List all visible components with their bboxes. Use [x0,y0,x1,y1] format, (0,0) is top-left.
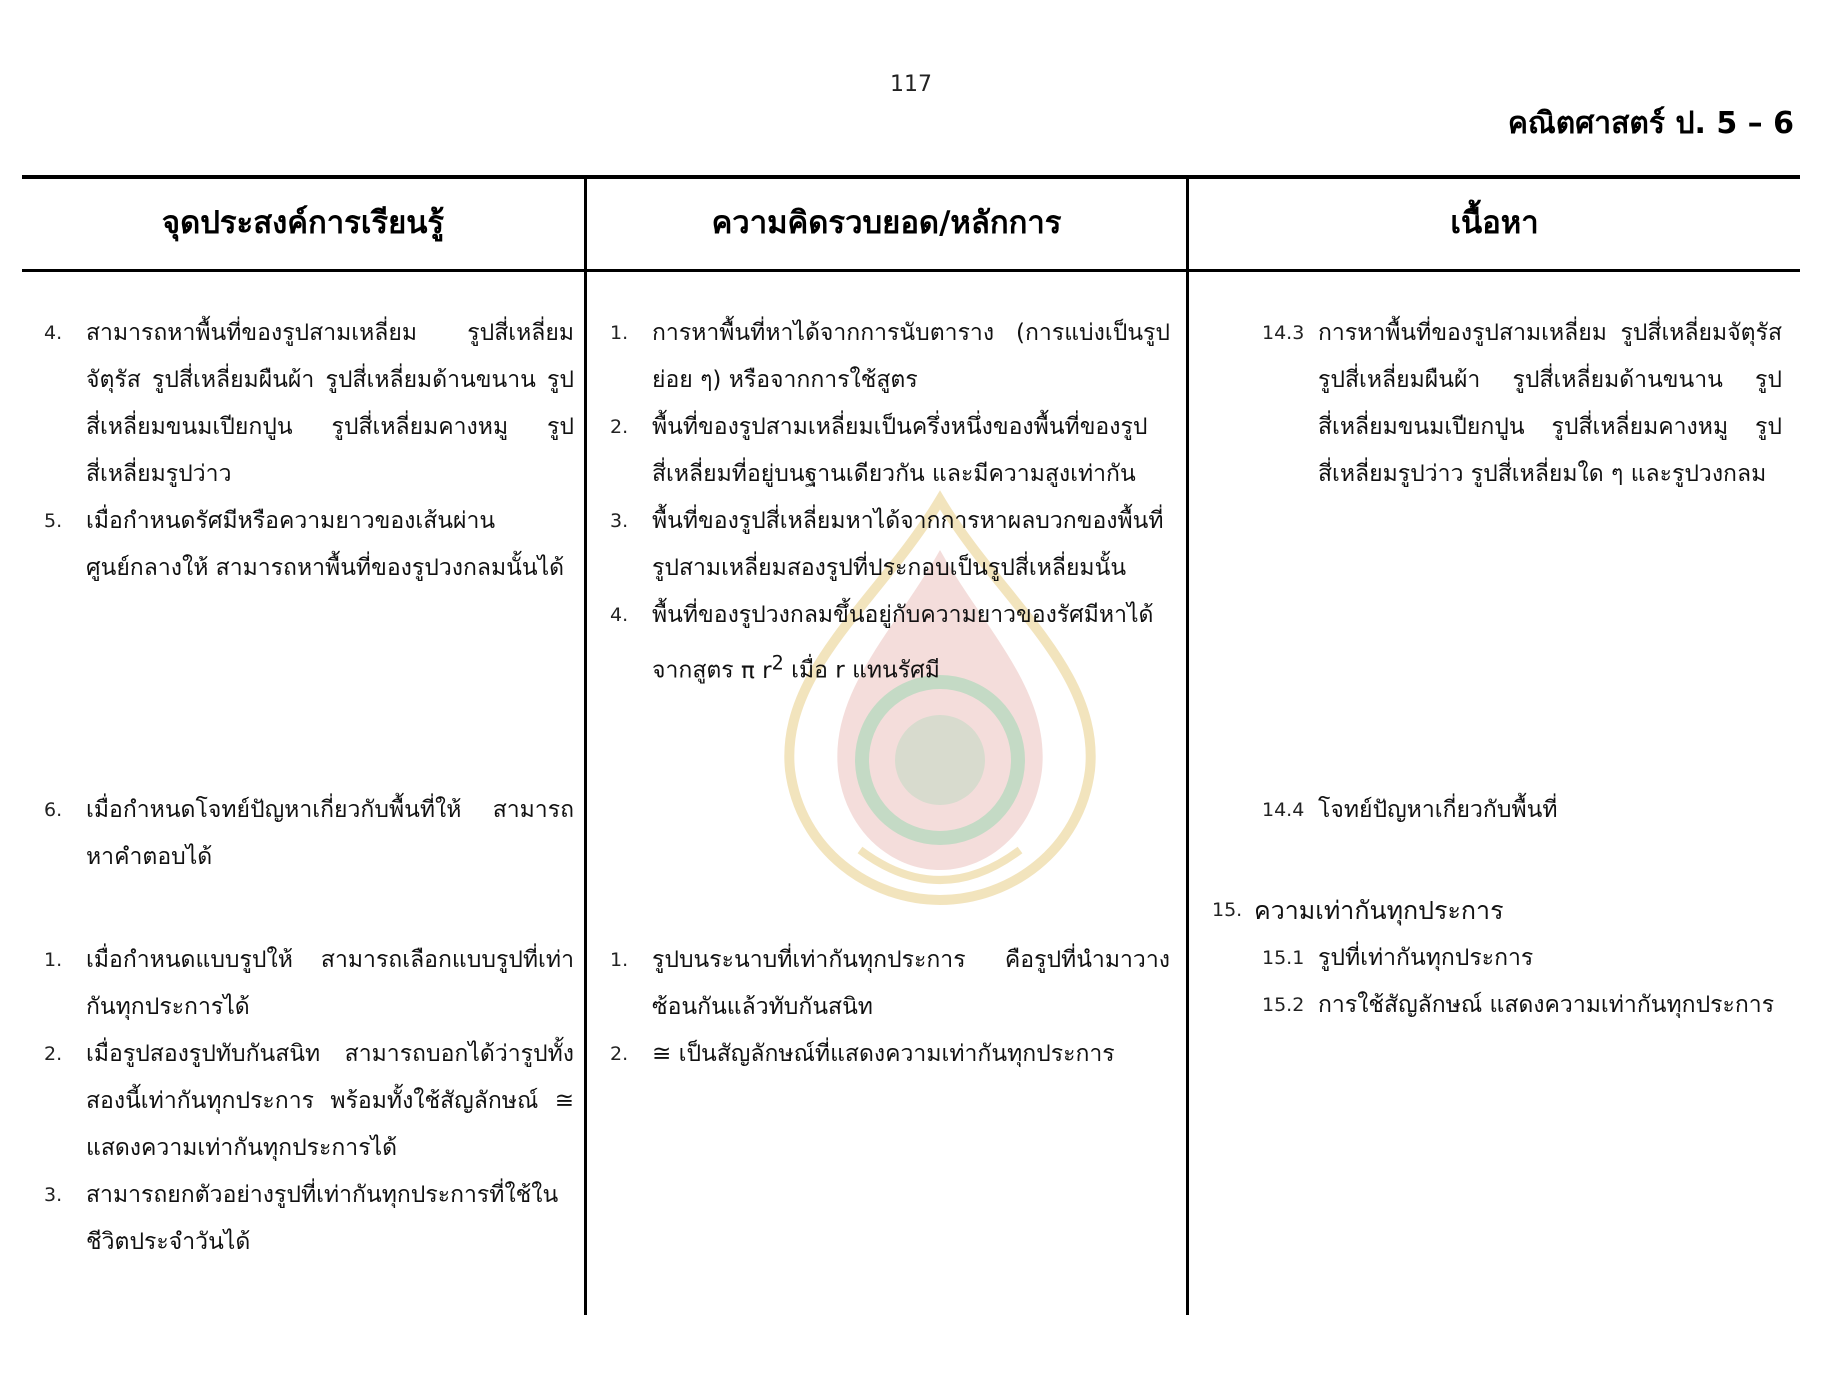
content-item: 14.4 โจทย์ปัญหาเกี่ยวกับพื้นที่ [1262,797,1558,823]
concept-item: 3. พื้นที่ของรูปสี่เหลี่ยมหาได้จากการหาผลบวกของพื้นที่รูปสามเหลี่ยมสองรูปที่ประกอบเป็นรูปสี่เหลี่ยมนั้น [610,508,1164,581]
content-block-problems [1262,787,1782,834]
objective-item: 2. เมื่อรูปสองรูปทับกันสนิท สามารถบอกได้ว่ารูปทั้งสองนี้เท่ากันทุกประการ พร้อมทั้งใช้สัญลักษณ์ ≅ แสดงความเท่ากันทุกประการได้ [44,1041,574,1161]
content-item: 15.2 การใช้สัญลักษณ์ แสดงความเท่ากันทุกประการ [1262,992,1775,1018]
content-block-congruence-items [1262,935,1782,1029]
header-content: เนื้อหา [1450,205,1539,241]
curriculum-table [22,175,1800,1315]
objective-item: 6. เมื่อกำหนดโจทย์ปัญหาเกี่ยวกับพื้นที่ให้ สามารถหาคำตอบได้ [44,797,574,870]
objectives-block-geometry [44,937,574,1266]
concept-item: 2. ≅ เป็นสัญลักษณ์ที่แสดงความเท่ากันทุกประการ [610,1041,1115,1067]
concept-item: 1. การหาพื้นที่หาได้จากการนับตาราง (การแบ่งเป็นรูปย่อย ๆ) หรือจากการใช้สูตร [610,320,1170,393]
concept-item: 1. รูปบนระนาบที่เท่ากันทุกประการ คือรูปที่นำมาวางซ้อนกันแล้วทับกันสนิท [610,947,1170,1020]
content-block-area [1262,310,1782,498]
objectives-block-area [44,787,574,881]
page-number: 117 [890,72,932,97]
subject-title: คณิตศาสตร์ ป. 5 – 6 [1507,106,1794,141]
content-section-heading: 15. ความเท่ากันทุกประการ [1212,896,1504,925]
concepts-block-geometry [610,937,1170,1078]
objectives-block-area [44,310,574,592]
formula: π $r^2$ [740,651,784,684]
header-concepts: ความคิดรวบยอด/หลักการ [711,205,1062,241]
column-divider-1 [584,175,587,1315]
table-top-rule [22,175,1800,179]
content-item: 15.1 รูปที่เท่ากันทุกประการ [1262,945,1534,971]
column-divider-2 [1186,175,1189,1315]
concept-item: 2. พื้นที่ของรูปสามเหลี่ยมเป็นครึ่งหนึ่งของพื้นที่ของรูปสี่เหลี่ยมที่อยู่บนฐานเดียวกัน และมีความสูงเท่ากัน [610,414,1148,487]
concepts-block-area [610,310,1170,695]
objective-item: 4. สามารถหาพื้นที่ของรูปสามเหลี่ยม รูปสี่เหลี่ยมจัตุรัส รูปสี่เหลี่ยมผืนผ้า รูปสี่เหลี่ยมด้านขนาน รูปสี่เหลี่ยมขนมเปียกปูน รูปสี่เหลี่ยมคางหมู รูปสี่เหลี่ยมรูปว่าว [44,320,574,487]
header-rule [22,269,1800,272]
objective-item: 3. สามารถยกตัวอย่างรูปที่เท่ากันทุกประการที่ใช้ในชีวิตประจำวันได้ [44,1182,559,1255]
objective-item: 5. เมื่อกำหนดรัศมีหรือความยาวของเส้นผ่านศูนย์กลางให้ สามารถหาพื้นที่ของรูปวงกลมนั้นได้ [44,508,565,581]
content-block-congruence [1212,887,1782,934]
concept-item-circle-formula: 4. พื้นที่ของรูปวงกลมขึ้นอยู่กับความยาวของรัศมีหาได้จากสูตร π $r^2$ เมื่อ r แทนรัศมี [610,602,1154,684]
content-item: 14.3 การหาพื้นที่ของรูปสามเหลี่ยม รูปสี่เหลี่ยมจัตุรัส รูปสี่เหลี่ยมผืนผ้า รูปสี่เหลี่ยมด้านขนาน รูปสี่เหลี่ยมขนมเปียกปูน รูปสี่เหลี่ยมคางหมู รูปสี่เหลี่ยมรูปว่าว รูปสี่เหลี่ยมใด ๆ และรูปวงกลม [1262,320,1782,487]
header-objectives: จุดประสงค์การเรียนรู้ [161,205,445,241]
objective-item: 1. เมื่อกำหนดแบบรูปให้ สามารถเลือกแบบรูปที่เท่ากันทุกประการได้ [44,947,574,1020]
